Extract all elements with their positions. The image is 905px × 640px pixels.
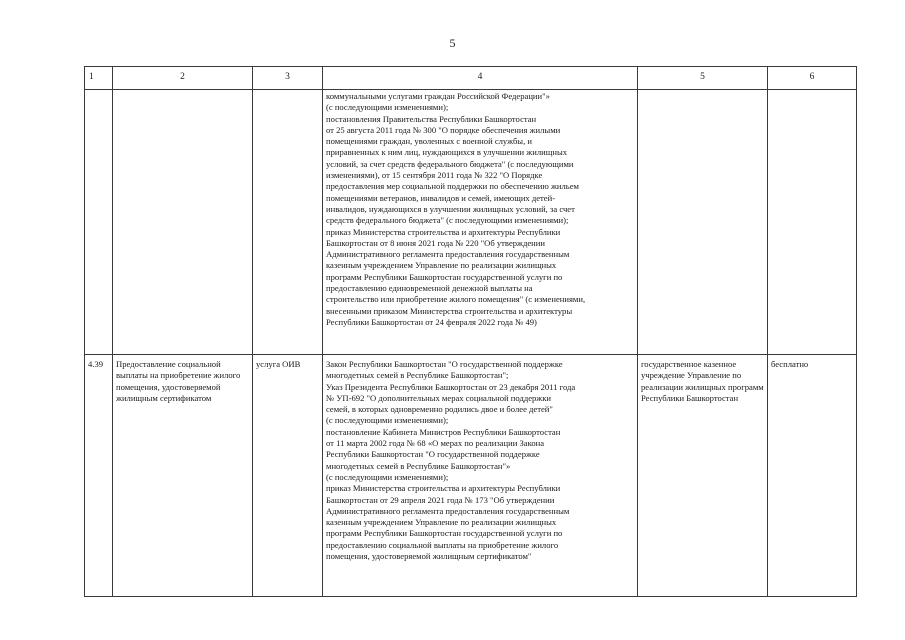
legal-basis-line: средств федерального бюджета" (с последующими изменениями); <box>326 215 569 226</box>
legal-basis-line: Республики Башкортостан от 24 февраля 2022 года № 49) <box>326 316 537 327</box>
column-header-1: 1 <box>85 67 113 90</box>
legal-basis-line: предоставления мер социальной поддержки по обеспечению жильем <box>326 181 579 192</box>
legal-basis-line: семей, в которых одновременно родились двое и более детей" <box>326 404 553 415</box>
legal-basis-line: (с последующими изменениями); <box>326 415 449 426</box>
legal-basis-line: многодетных семей в Республике Башкортостан"» <box>326 460 511 471</box>
cell-number <box>85 90 113 355</box>
table-row-continuation <box>85 90 857 355</box>
legal-basis-line: программ Республики Башкортостан государственной услуги по <box>326 271 563 282</box>
legal-basis-line: условий, за счет средств федерального бюджета" (с последующими <box>326 158 574 169</box>
legal-basis-line: Закон Республики Башкортостан "О государственной поддержке <box>326 359 563 369</box>
legal-basis-line: приказ Министерства строительства и архитектуры Республики <box>326 226 561 237</box>
legal-basis-line: от 25 августа 2011 года № 300 "О порядке обеспечения жилыми <box>326 124 561 135</box>
legal-basis-line: помещения, удостоверяемой жилищным сертификатом" <box>326 551 532 562</box>
legal-basis-line: предоставлению единовременной денежной выплаты на <box>326 283 533 294</box>
legal-basis-line: помещениями ветеранов, инвалидов и семей, имеющих детей- <box>326 192 556 203</box>
legal-basis-line: изменениями), от 15 сентября 2011 года № 322 "О Порядке <box>326 170 543 181</box>
cell-service-name <box>113 90 253 355</box>
legal-basis-line: постановления Правительства Республики Башкортостан <box>326 113 537 124</box>
legal-basis-line: Административного регламента предоставления государственным <box>326 249 570 260</box>
cell-provider <box>638 90 768 355</box>
cell-fee: бесплатно <box>768 355 857 597</box>
legal-basis-line: инвалидов, нуждающихся в улучшении жилищных условий, за счет <box>326 203 575 214</box>
cell-legal-basis <box>323 355 638 597</box>
table-row-4-39 <box>85 355 857 597</box>
legal-basis-line: приравненных к ним лиц, нуждающихся в улучшении жилищных <box>326 147 568 158</box>
legal-basis-line: от 11 марта 2002 года № 68 «О мерах по реализации Закона <box>326 438 545 449</box>
legal-basis-line: строительство или приобретение жилого помещения" (с изменениями, <box>326 294 586 305</box>
legal-basis-line: (с последующими изменениями); <box>326 102 449 113</box>
column-header-6: 6 <box>768 67 857 90</box>
services-table <box>84 66 857 597</box>
legal-basis-line: программ Республики Башкортостан государственной услуги по <box>326 528 563 539</box>
cell-fee <box>768 90 857 355</box>
legal-basis-line: (с последующими изменениями); <box>326 471 449 482</box>
legal-basis-line: многодетных семей в Республике Башкортостан"; <box>326 370 509 381</box>
legal-basis-line: постановление Кабинета Министров Республики Башкортостан <box>326 426 561 437</box>
column-header-4: 4 <box>323 67 638 90</box>
cell-legal-basis <box>323 90 638 355</box>
cell-service-type: услуга ОИВ <box>253 355 323 597</box>
cell-provider: государственное казенное учреждение Управление по реализации жилищных программ Республики Башкортостан <box>638 355 768 597</box>
cell-service-name: Предоставление социальной выплаты на приобретение жилого помещения, удостоверяемой жилищным сертификатом <box>113 355 253 597</box>
legal-basis-line: приказ Министерства строительства и архитектуры Республики <box>326 483 561 494</box>
table-header-row <box>85 67 857 90</box>
legal-basis-line: Указ Президента Республики Башкортостан от 23 декабря 2011 года <box>326 381 576 392</box>
legal-basis-line: Башкортостан от 29 апреля 2021 года № 173 "Об утверждении <box>326 494 555 505</box>
cell-number: 4.39 <box>85 355 113 597</box>
column-header-3: 3 <box>253 67 323 90</box>
legal-basis-line: Башкортостан от 8 июня 2021 года № 220 "Об утверждении <box>326 237 545 248</box>
legal-basis-line: № УП-692 "О дополнительных мерах социальной поддержки <box>326 392 552 403</box>
legal-basis-line: коммунальными услугами граждан Российской Федерации"» <box>326 91 550 101</box>
column-header-2: 2 <box>113 67 253 90</box>
legal-basis-line: помещениями граждан, уволенных с военной службы, и <box>326 136 532 147</box>
column-header-5: 5 <box>638 67 768 90</box>
cell-service-type <box>253 90 323 355</box>
legal-basis-line: казенным учреждением Управление по реализации жилищных <box>326 517 557 528</box>
legal-basis-line: Республики Башкортостан "О государственной поддержке <box>326 449 540 460</box>
legal-basis-line: предоставлению социальной выплаты на приобретение жилого <box>326 539 559 550</box>
page-number: 5 <box>449 36 456 50</box>
legal-basis-line: казенным учреждением Управление по реализации жилищных <box>326 260 557 271</box>
legal-basis-line: Административного регламента предоставления государственным <box>326 505 570 516</box>
legal-basis-line: внесенными приказом Министерства строительства и архитектуры <box>326 305 573 316</box>
